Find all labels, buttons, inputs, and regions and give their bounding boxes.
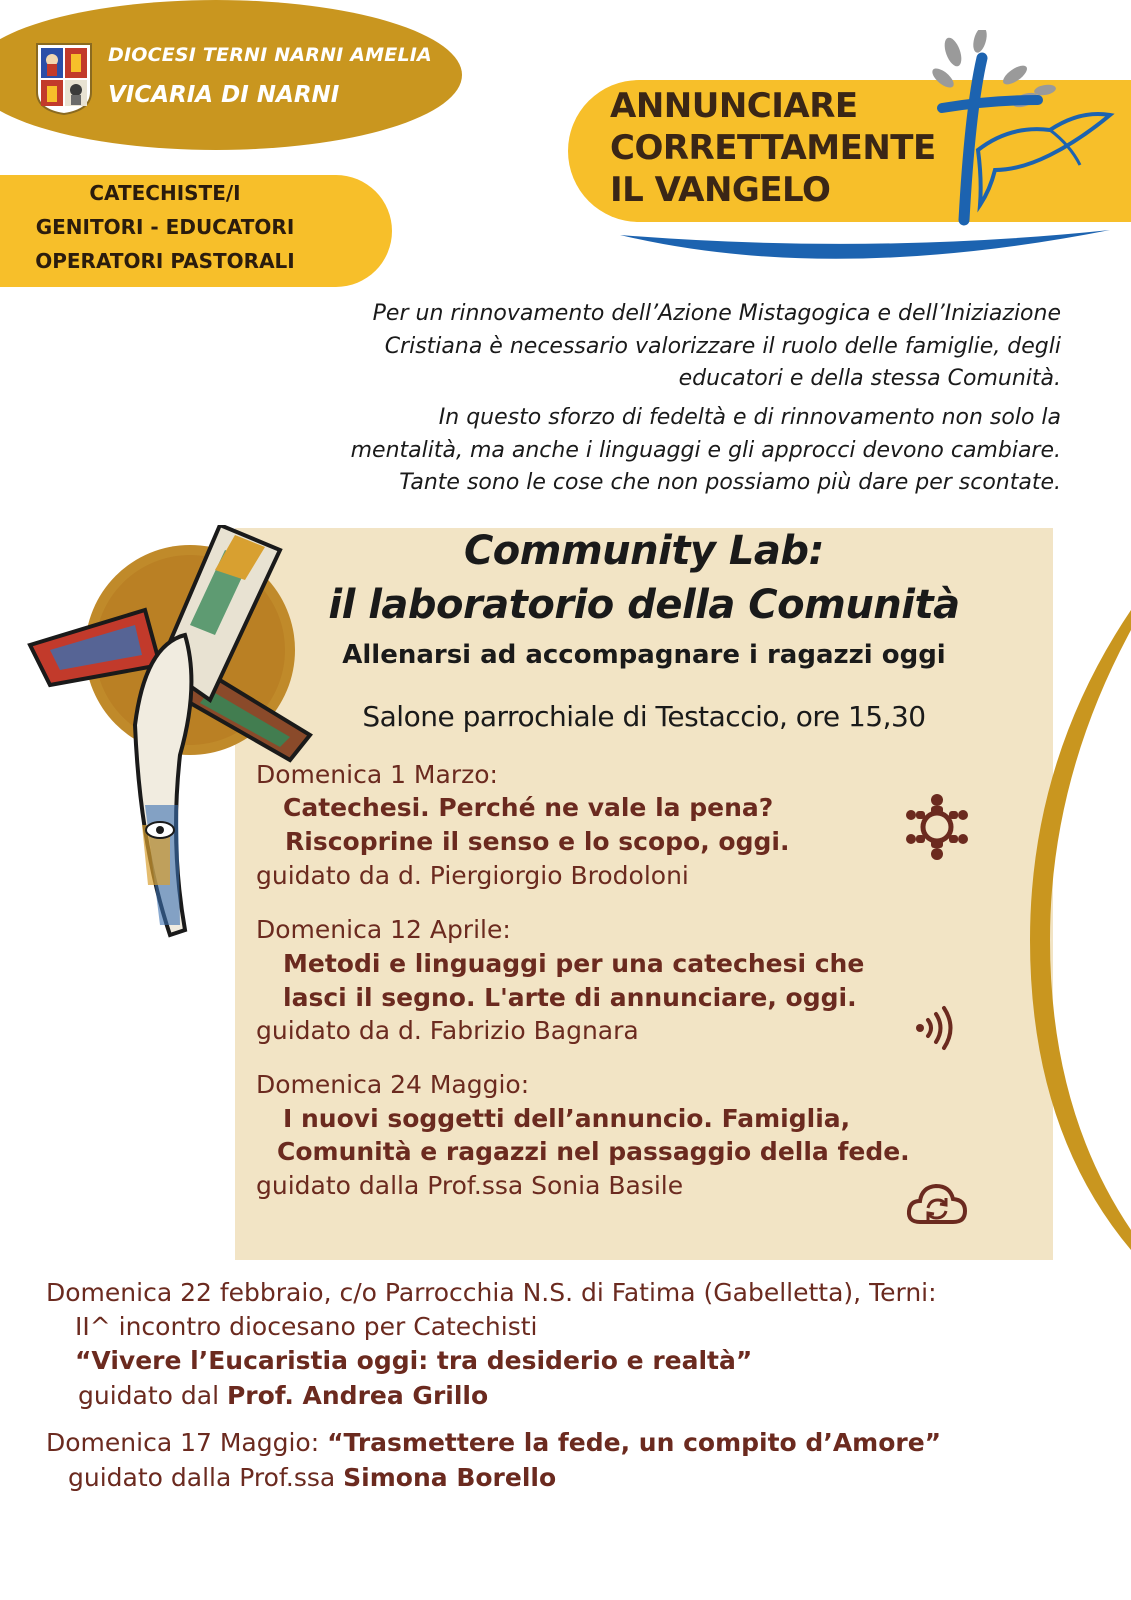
event-3-topic-line-2: Comunità e ragazzi nel passaggio della fede. — [277, 1137, 910, 1166]
audience-line-1: CATECHISTE/I — [89, 181, 241, 205]
event-1-topic-line-1: Catechesi. Perché ne vale la pena? — [283, 793, 774, 822]
audience-banner — [0, 175, 392, 287]
event-2-topic-line-2: lasci il segno. L'arte di annunciare, oggi. — [283, 983, 857, 1012]
theme-line-3: IL VANGELO — [610, 170, 831, 210]
lab-venue: Salone parrochiale di Testaccio, ore 15,30 — [362, 700, 926, 733]
notice-2-guide-prefix: guidato dalla Prof.ssa — [68, 1463, 336, 1492]
intro-paragraph-1: Per un rinnovamento dell’Azione Mistagogica e dell’Iniziazione Cristiana è necessario valorizzare il ruolo delle famiglie, degli educatori e della stessa Comunità. — [372, 301, 1061, 391]
notice-2-date: Domenica 17 Maggio: — [46, 1428, 320, 1457]
event-1-guide: guidato da d. Piergiorgio Brodoloni — [256, 861, 689, 890]
notice-1-guide-prefix: guidato dal — [78, 1381, 220, 1410]
event-3-topic-line-1: I nuovi soggetti dell’annuncio. Famiglia, — [283, 1104, 851, 1133]
broadcast-icon — [912, 1004, 960, 1052]
audience-line-2: GENITORI - EDUCATORI — [35, 215, 295, 239]
notice-1-title: “Vivere l’Eucaristia oggi: tra desiderio e realtà” — [75, 1346, 753, 1375]
notice-1-line-1: Domenica 22 febbraio, c/o Parrocchia N.S. di Fatima (Gabelletta), Terni: — [46, 1278, 937, 1307]
notice-2-line-1 — [46, 1428, 941, 1457]
event-2-guide: guidato da d. Fabrizio Bagnara — [256, 1016, 639, 1045]
notice-1-guide-name: Prof. Andrea Grillo — [226, 1381, 489, 1410]
diocese-name: DIOCESI TERNI NARNI AMELIA — [108, 44, 432, 66]
community-circle-icon — [905, 793, 969, 861]
lab-subtitle: Allenarsi ad accompagnare i ragazzi oggi — [342, 640, 946, 670]
theme-line-2: CORRETTAMENTE — [610, 128, 936, 168]
audience-line-3: OPERATORI PASTORALI — [35, 249, 295, 273]
theme-line-1: ANNUNCIARE — [610, 86, 858, 126]
event-1-date: Domenica 1 Marzo: — [256, 760, 498, 789]
lab-title-line-2: il laboratorio della Comunità — [328, 582, 960, 628]
intro-paragraph-2: In questo sforzo di fedeltà e di rinnovamento non solo la mentalità, ma anche i linguaggi e gli approcci devono cambiare. Tante sono le cose che non possiamo più dare per scontate. — [350, 405, 1061, 495]
event-3-guide: guidato dalla Prof.ssa Sonia Basile — [256, 1171, 684, 1200]
notice-2-guide-name: Simona Borello — [343, 1463, 557, 1492]
lab-title-line-1: Community Lab: — [463, 528, 825, 574]
notice-2-guide — [68, 1463, 556, 1492]
event-3-date: Domenica 24 Maggio: — [256, 1070, 530, 1099]
diocese-crest-logo — [35, 42, 93, 116]
notice-1-line-2: II^ incontro diocesano per Catechisti — [75, 1312, 538, 1341]
cloud-sync-icon — [906, 1180, 968, 1226]
vicariate-name: VICARIA DI NARNI — [108, 82, 340, 108]
event-1-topic-line-2: Riscoprine il senso e lo scopo, oggi. — [285, 827, 790, 856]
event-2-topic-line-1: Metodi e linguaggi per una catechesi che — [283, 949, 865, 978]
event-2-date: Domenica 12 Aprile: — [256, 915, 511, 944]
notice-2-title: “Trasmettere la fede, un compito d’Amore” — [327, 1428, 942, 1457]
notice-1-guide — [78, 1381, 488, 1410]
